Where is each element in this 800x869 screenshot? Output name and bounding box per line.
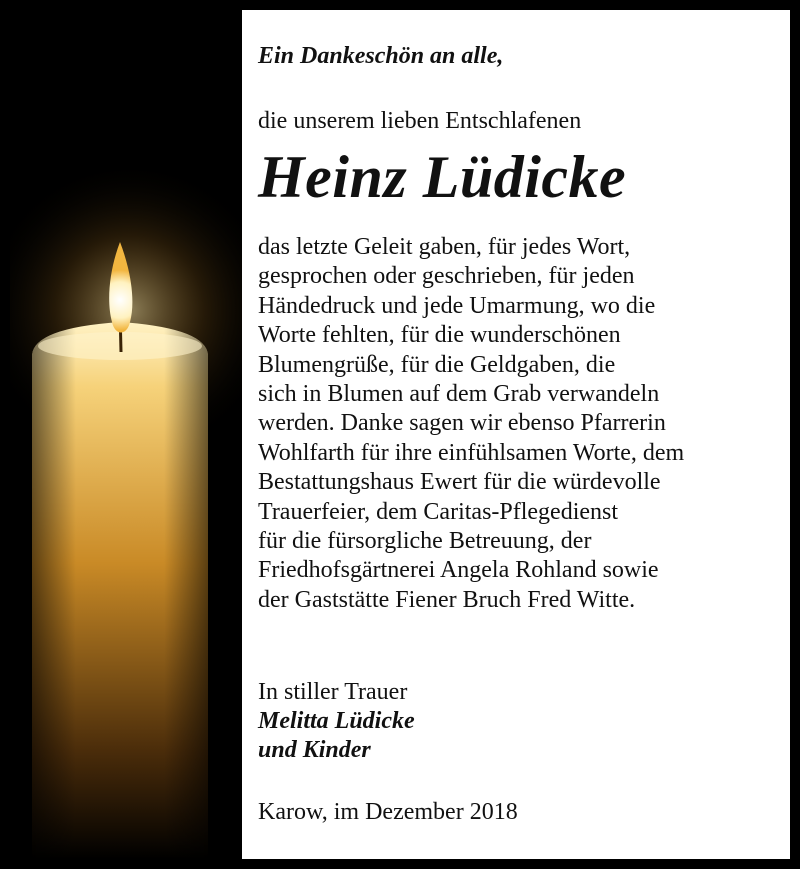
intro-line: die unserem lieben Entschlafenen [258,108,582,134]
body-line: für die fürsorgliche Betreuung, der [258,528,592,555]
signer-family: und Kinder [258,737,371,763]
deceased-name: Heinz Lüdicke [258,144,627,210]
body-line: Wohlfarth für ihre einfühlsamen Worte, dem [258,439,685,466]
body-line: Trauerfeier, dem Caritas-Pflegedienst [258,498,619,525]
body-line: Worte fehlten, für die wunderschönen [258,322,621,349]
body-line: der Gaststätte Fiener Bruch Fred Witte. [258,586,636,613]
thanks-paragraph [258,233,684,615]
body-line: gesprochen oder geschrieben, für jeden [258,263,635,290]
greeting-line: Ein Dankeschön an alle, [258,43,504,69]
signer-name: Melitta Lüdicke [258,708,415,734]
body-line: sich in Blumen auf dem Grab verwandeln [258,381,660,408]
notice-content [10,10,790,859]
candle-icon [10,10,242,859]
body-line: werden. Danke sagen wir ebenso Pfarrerin [258,410,666,437]
place-date: Karow, im Dezember 2018 [258,799,518,825]
body-line: Blumengrüße, für die Geldgaben, die [258,351,616,378]
body-line: Bestattungshaus Ewert für die würdevolle [258,469,661,496]
body-line: Friedhofsgärtnerei Angela Rohland sowie [258,557,659,584]
mourning-line: In stiller Trauer [258,679,408,705]
body-line: das letzte Geleit gaben, für jedes Wort, [258,234,631,260]
candle-image [10,10,242,859]
notice-text [258,10,778,859]
body-line: Händedruck und jede Umarmung, wo die [258,292,656,319]
